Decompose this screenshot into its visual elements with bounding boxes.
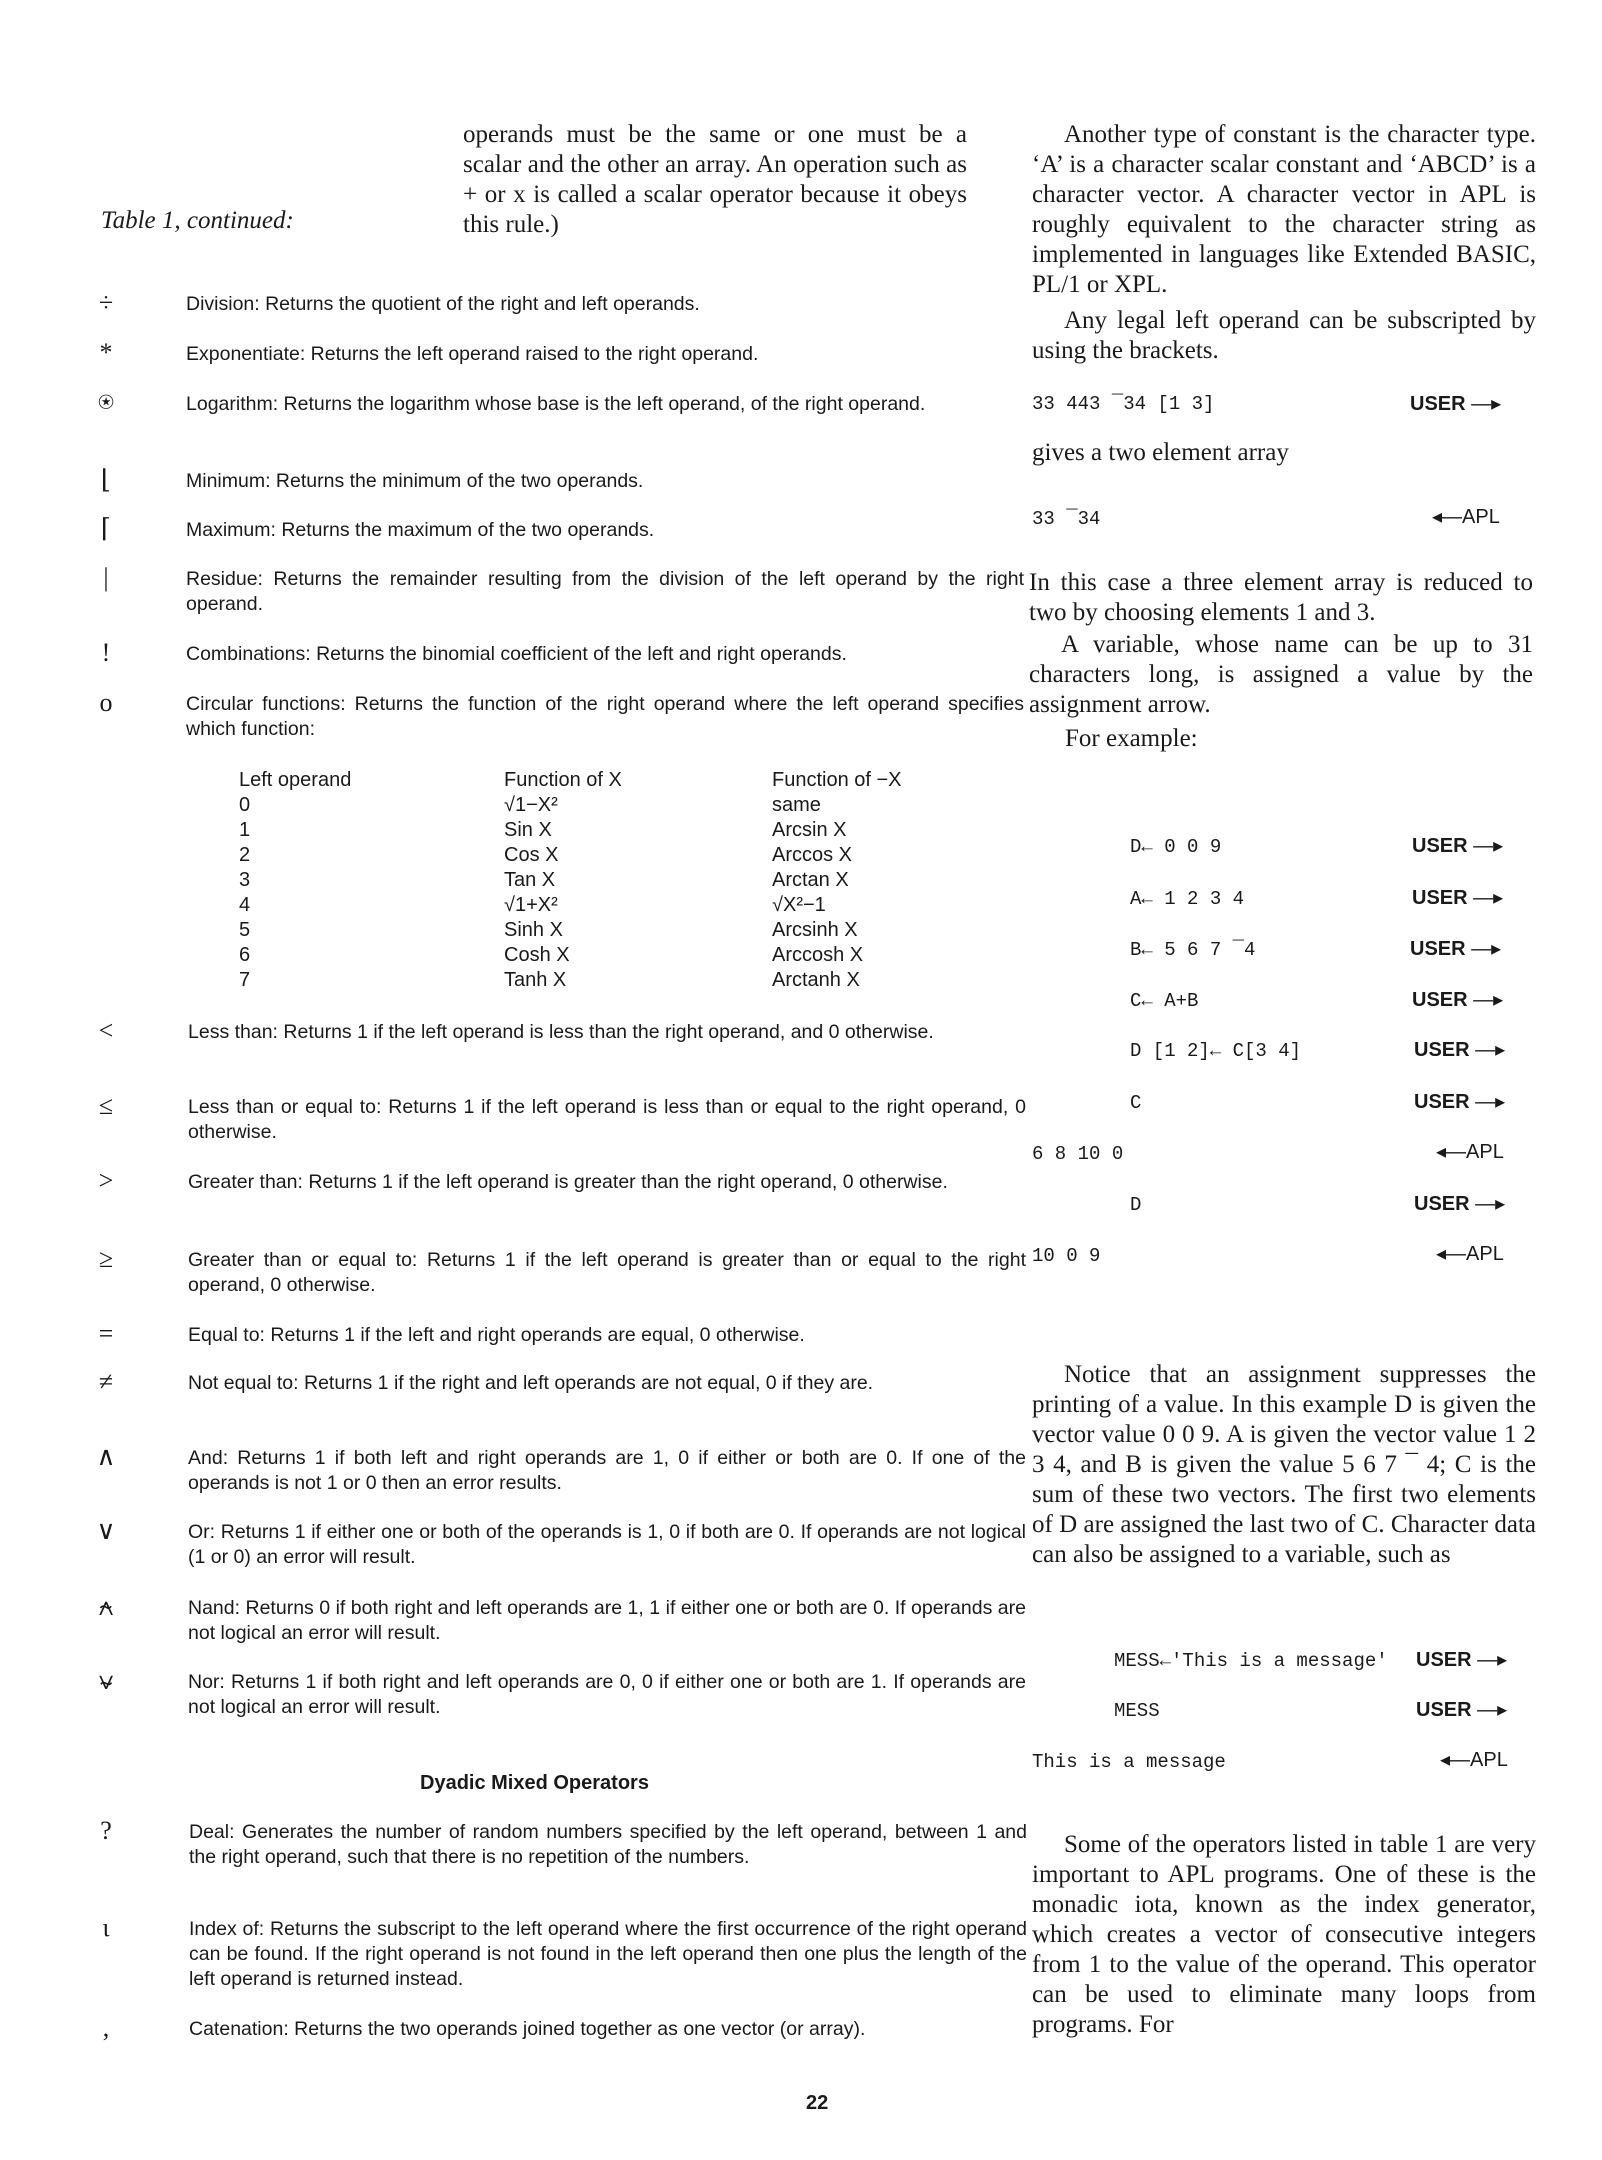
table-cell: Tanh X bbox=[504, 969, 567, 991]
equal-icon: = bbox=[98, 1319, 114, 1348]
operator-description: Nor: Returns 1 if both right and left operands are 0, 0 if either one or both are 1. If operands are not logical an error will result. bbox=[188, 1671, 1026, 1718]
log-circle-icon: ⍟ bbox=[98, 388, 114, 417]
left-arrow-icon: ◂— bbox=[1436, 1141, 1467, 1163]
greater-than-icon: > bbox=[98, 1166, 114, 1195]
header-function-x: Function of X bbox=[504, 769, 622, 791]
paragraph-assignment: Notice that an assignment suppresses the printing of a value. In this example D is given the vector value 0 0 9. A is given the vector value 1 2 3 4, and B is given the value 5 6 7 ¯ 4; C is the sum of these two vectors. The first two elements of D are assigned the last two of C. Character data can also be assigned to a variable, such as bbox=[1032, 1361, 1536, 1568]
circle-icon: o bbox=[99, 688, 113, 717]
operator-description: Residue: Returns the remainder resulting from the division of the left operand by the right operand. bbox=[186, 568, 1024, 615]
mixed-operators-heading: Dyadic Mixed Operators bbox=[420, 1772, 649, 1794]
code-line: This is a message bbox=[1032, 1751, 1226, 1773]
question-icon: ? bbox=[100, 1816, 112, 1845]
divide-icon: ÷ bbox=[98, 288, 114, 317]
apl-tag: ◂—APL bbox=[1432, 506, 1500, 528]
operator-description: Index of: Returns the subscript to the left operand where the first occurrence of the right operand can be found. If the right operand is not found in the left operand then one plus the length of the left operand is returned instead. bbox=[189, 1918, 1027, 1990]
table-cell: 5 bbox=[239, 919, 251, 941]
code-line: B← 5 6 7 ¯4 bbox=[1130, 939, 1256, 961]
apl-tag: ◂—APL bbox=[1440, 1749, 1508, 1771]
table-cell: Cosh X bbox=[504, 944, 570, 966]
user-tag: USER —▸ bbox=[1414, 1089, 1505, 1114]
nor-icon: ⍱ bbox=[98, 1666, 114, 1695]
operator-description: Maximum: Returns the maximum of the two operands. bbox=[186, 519, 655, 541]
left-arrow-icon: ◂— bbox=[1432, 506, 1463, 528]
operator-description: Greater than: Returns 1 if the left operand is greater than the right operand, 0 otherwise. bbox=[188, 1171, 948, 1193]
left-arrow-icon: ◂— bbox=[1436, 1243, 1467, 1265]
table-cell: Arctanh X bbox=[772, 969, 860, 991]
table-cell: 6 bbox=[239, 944, 251, 966]
result-subscript: 33 ¯34 bbox=[1032, 508, 1101, 530]
operator-description: Catenation: Returns the two operands joined together as one vector (or array). bbox=[189, 2018, 866, 2040]
code-line: D← 0 0 9 bbox=[1130, 836, 1222, 858]
operator-description: Minimum: Returns the minimum of the two operands. bbox=[186, 470, 644, 492]
operator-description: Deal: Generates the number of random numbers specified by the left operand, between 1 and the right operand, such that there is no repetition of the numbers. bbox=[189, 1821, 1027, 1868]
user-tag: USER —▸ bbox=[1410, 391, 1501, 416]
table-cell: √X²−1 bbox=[772, 894, 826, 916]
table-cell: 0 bbox=[239, 794, 251, 816]
code-line: C bbox=[1130, 1092, 1142, 1114]
operator-description: Logarithm: Returns the logarithm whose base is the left operand, of the right operand. bbox=[186, 393, 926, 415]
comma-icon: , bbox=[102, 2013, 110, 2042]
header-left-operand: Left operand bbox=[239, 769, 352, 791]
code-line: 10 0 9 bbox=[1032, 1245, 1101, 1267]
floor-icon: ⌊ bbox=[100, 465, 112, 494]
intro-paragraph: operands must be the same or one must be a scalar and the other an array. An operation such as + or x is called a scalar operator because it obeys this rule.) bbox=[463, 121, 967, 238]
col-function-neg-x bbox=[772, 768, 902, 993]
paragraph-reduced: In this case a three element array is reduced to two by choosing elements 1 and 3. bbox=[1029, 569, 1533, 626]
exclamation-icon: ! bbox=[101, 638, 111, 667]
paragraph-variable: A variable, whose name can be up to 31 characters long, is assigned a value by the assignment arrow. bbox=[1029, 631, 1533, 718]
table-caption: Table 1, continued: bbox=[101, 207, 294, 234]
user-tag: USER —▸ bbox=[1416, 1647, 1507, 1672]
table-cell: 4 bbox=[239, 894, 251, 916]
user-tag: USER —▸ bbox=[1412, 987, 1503, 1012]
operator-description: Circular functions: Returns the function of the right operand where the left operand specifies which function: bbox=[186, 693, 1024, 740]
operator-description: Or: Returns 1 if either one or both of the operands is 1, 0 if both are 0. If operands are not logical (1 or 0) an error will result. bbox=[188, 1521, 1026, 1568]
paragraph-iota: Some of the operators listed in table 1 are very important to APL programs. One of these is the monadic iota, known as the index generator, which creates a vector of consecutive integers from 1 to the value of the operand. This operator can be used to eliminate many loops from programs. For bbox=[1032, 1831, 1536, 2038]
user-tag: USER —▸ bbox=[1412, 833, 1503, 858]
table-cell: √1+X² bbox=[504, 894, 558, 916]
apl-tag: ◂—APL bbox=[1436, 1141, 1504, 1163]
operator-description: Exponentiate: Returns the left operand raised to the right operand. bbox=[186, 343, 759, 365]
ceiling-icon: ⌈ bbox=[100, 514, 112, 543]
and-icon: ∧ bbox=[96, 1442, 116, 1471]
table-cell: Tan X bbox=[504, 869, 556, 891]
table-cell: √1−X² bbox=[504, 794, 558, 816]
table-cell: Cos X bbox=[504, 844, 559, 866]
not-equal-icon: ≠ bbox=[98, 1367, 114, 1396]
header-function-neg-x: Function of −X bbox=[772, 769, 902, 791]
operator-description: Less than: Returns 1 if the left operand is less than the right operand, and 0 otherwise. bbox=[188, 1021, 934, 1043]
iota-icon: ι bbox=[102, 1913, 110, 1942]
user-tag: USER —▸ bbox=[1414, 1191, 1505, 1216]
operator-description: Not equal to: Returns 1 if the right and left operands are not equal, 0 if they are. bbox=[188, 1372, 874, 1394]
col-left-operand bbox=[239, 768, 351, 993]
code-line: D bbox=[1130, 1194, 1142, 1216]
paragraph-character-type: Another type of constant is the character type. ‘A’ is a character scalar constant and ‘ABCD’ is a character vector. A character vector in APL is roughly equivalent to the character string as implemented in languages like Extended BASIC, PL/1 or XPL. bbox=[1032, 121, 1536, 298]
table-cell: Sin X bbox=[504, 819, 552, 841]
less-than-icon: < bbox=[98, 1016, 114, 1045]
code-line: D [1 2]← C[3 4] bbox=[1130, 1040, 1302, 1062]
gives-text: gives a two element array bbox=[1032, 439, 1289, 466]
code-line: A← 1 2 3 4 bbox=[1130, 888, 1245, 910]
nand-icon: ⍲ bbox=[98, 1592, 114, 1621]
table-cell: same bbox=[772, 794, 821, 816]
paragraph-subscript: Any legal left operand can be subscripted by using the brackets. bbox=[1032, 307, 1536, 364]
table-cell: 3 bbox=[239, 869, 251, 891]
table-cell: Arccos X bbox=[772, 844, 853, 866]
code-line: MESS←'This is a message' bbox=[1114, 1650, 1388, 1672]
table-cell: Arcsin X bbox=[772, 819, 847, 841]
operator-description: Greater than or equal to: Returns 1 if the left operand is greater than or equal to the right operand, 0 otherwise. bbox=[188, 1249, 1026, 1296]
greater-equal-icon: ≥ bbox=[98, 1244, 114, 1273]
table-cell: 2 bbox=[239, 844, 251, 866]
user-tag: USER —▸ bbox=[1416, 1697, 1507, 1722]
operator-description: Less than or equal to: Returns 1 if the left operand is less than or equal to the right operand, 0 otherwise. bbox=[188, 1096, 1026, 1143]
table-cell: Arccosh X bbox=[772, 944, 864, 966]
apl-tag: ◂—APL bbox=[1436, 1243, 1504, 1265]
table-cell: Arcsinh X bbox=[772, 919, 858, 941]
code-line: 6 8 10 0 bbox=[1032, 1143, 1124, 1165]
table-cell: 1 bbox=[239, 819, 251, 841]
table-cell: Arctan X bbox=[772, 869, 849, 891]
operator-description: Division: Returns the quotient of the right and left operands. bbox=[186, 293, 700, 315]
table-cell: 7 bbox=[239, 969, 251, 991]
code-line: C← A+B bbox=[1130, 990, 1199, 1012]
operator-description: Equal to: Returns 1 if the left and right operands are equal, 0 otherwise. bbox=[188, 1324, 805, 1346]
operator-description: And: Returns 1 if both left and right operands are 1, 0 if either or both are 0. If one of the operands is not 1 or 0 then an error results. bbox=[188, 1447, 1026, 1494]
col-function-x bbox=[504, 768, 622, 993]
asterisk-icon: * bbox=[99, 338, 113, 367]
operator-description: Nand: Returns 0 if both right and left operands are 1, 1 if either one or both are 0. If operands are not logical an error will result. bbox=[188, 1597, 1026, 1644]
left-arrow-icon: ◂— bbox=[1440, 1749, 1471, 1771]
for-example: For example: bbox=[1065, 725, 1198, 752]
less-equal-icon: ≤ bbox=[98, 1091, 114, 1120]
code-line: MESS bbox=[1114, 1700, 1160, 1722]
user-tag: USER —▸ bbox=[1414, 1037, 1505, 1062]
stile-icon: | bbox=[103, 563, 109, 592]
or-icon: ∨ bbox=[96, 1516, 116, 1545]
table-cell: Sinh X bbox=[504, 919, 563, 941]
page-number: 22 bbox=[806, 2092, 829, 2114]
code-subscript: 33 443 ¯34 [1 3] bbox=[1032, 393, 1215, 415]
operator-description: Combinations: Returns the binomial coefficient of the left and right operands. bbox=[186, 643, 847, 665]
user-tag: USER —▸ bbox=[1412, 885, 1503, 910]
user-tag: USER —▸ bbox=[1410, 936, 1501, 961]
